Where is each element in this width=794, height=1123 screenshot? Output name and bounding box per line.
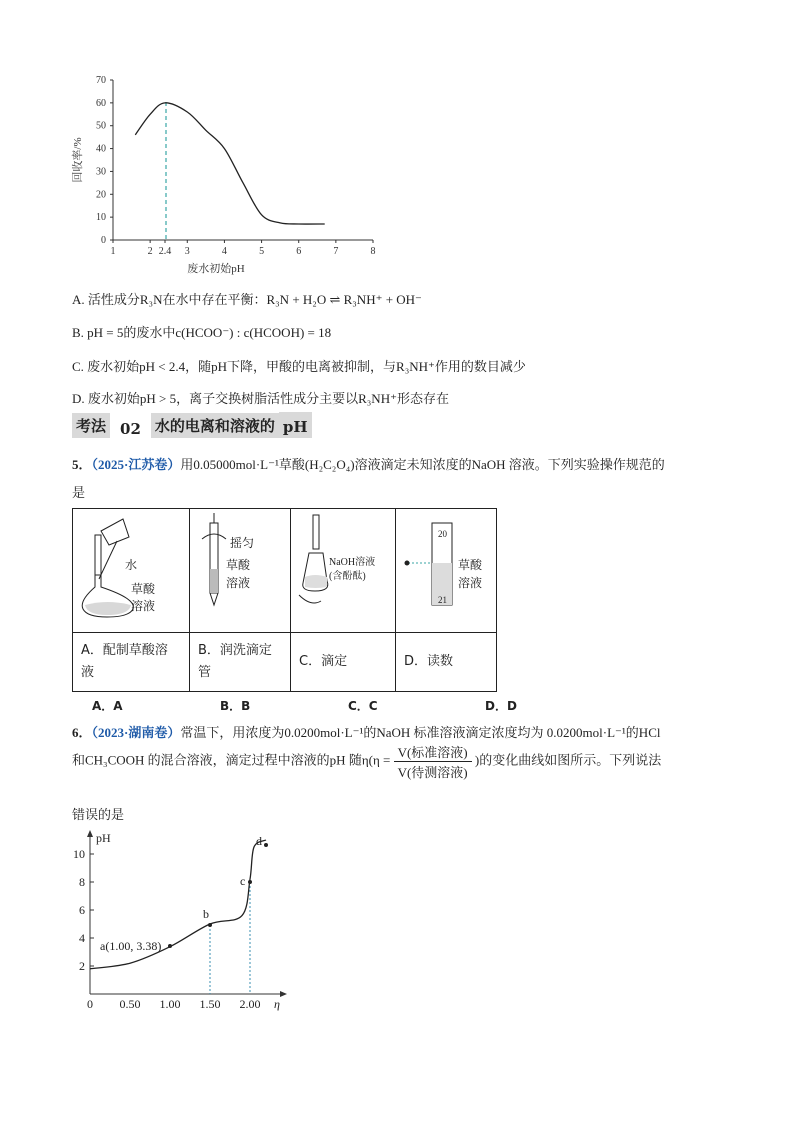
eta-fraction: $\frac{\text{V(标准溶液)}}{\text{V(待测溶液)}}$ <box>394 742 472 781</box>
svg-text:草酸: 草酸 <box>226 558 251 572</box>
svg-text:草酸: 草酸 <box>131 582 156 596</box>
caption-a: A．配制草酸溶 液 <box>73 633 190 692</box>
c2-ytick-label: 6 <box>79 903 85 917</box>
c2-xtick-label: 2.00 <box>239 997 261 1011</box>
caption-d: D．读数 <box>396 633 497 692</box>
svg-text:(含酚酞): (含酚酞) <box>329 571 366 582</box>
titration-figure <box>291 509 395 627</box>
svg-text:水: 水 <box>125 558 138 572</box>
c2-ytick-label: 8 <box>79 875 85 889</box>
c1-xtick-label: 1 <box>110 246 116 257</box>
point-a <box>168 944 172 948</box>
svg-text:20: 20 <box>438 529 447 539</box>
c2-ytick-label: 10 <box>73 847 85 861</box>
option-d[interactable]: D. 废水初始pH > 5，离子交换树脂活性成分主要以R₃NH⁺形态存在 <box>72 391 449 406</box>
c1-ytick-label: 60 <box>96 97 106 109</box>
volumetric-flask-figure <box>73 509 189 627</box>
c2-xtick-label: 1.50 <box>199 997 221 1011</box>
section-title: 水的电离和溶液的 <box>151 413 279 438</box>
point-b <box>208 923 212 927</box>
c1-xtick-label: 2 <box>147 246 153 257</box>
c1-ytick-label: 10 <box>96 212 106 224</box>
c1-ytick-label: 20 <box>96 189 106 201</box>
titration-curve-chart <box>72 828 302 1012</box>
c1-ylabel: 回收率/% <box>72 137 84 183</box>
point-c <box>248 880 252 884</box>
choice-c[interactable]: C．C <box>348 699 378 713</box>
q6-stem: 6．（2023·湖南卷）常温下，用浓度为0.0200mol·L⁻¹的NaOH 标准溶液滴定浓度均为 0.0200mol·L⁻¹的HCl <box>72 725 661 740</box>
c1-ytick-label: 50 <box>96 120 106 132</box>
choice-b[interactable]: B．B <box>220 699 251 713</box>
c1-xlabel: 废水初始pH <box>187 263 245 275</box>
svg-text:21: 21 <box>438 595 447 605</box>
option-b[interactable]: B. pH = 5的废水中c(HCOO⁻) : c(HCOOH) = 18 <box>72 325 332 340</box>
c1-xtick-label: 4 <box>221 246 227 257</box>
c1-ytick-label: 40 <box>96 143 106 155</box>
q5-stem-2: 是 <box>72 485 86 500</box>
choice-a[interactable]: A．A <box>92 699 123 713</box>
svg-text:溶液: 溶液 <box>458 576 483 590</box>
burette-reading-figure <box>396 509 496 627</box>
c1-xtick-label: 8 <box>370 246 376 257</box>
svg-text:溶液: 溶液 <box>226 576 251 590</box>
section-num: 02 <box>120 420 141 438</box>
c1-xtick-label: 5 <box>259 246 265 257</box>
option-c[interactable]: C. 废水初始pH < 2.4，随pH下降，甲酸的电离被抑制，与R₃NH⁺作用的数目减少 <box>72 359 526 374</box>
caption-b: B．润洗滴定 管 <box>190 633 291 692</box>
c2-xlabel: η <box>274 997 280 1011</box>
caption-c: C．滴定 <box>291 633 396 692</box>
q5-options-table <box>72 508 497 692</box>
q5-stem: 5．（2025·江苏卷）用0.05000mol·L⁻¹草酸(H₂C₂O₄)溶液滴定未知浓度的NaOH 溶液。下列实验操作规范的 <box>72 457 665 472</box>
q6-stem-2: 和CH₃COOH 的混合溶液，滴定过程中溶液的pH 随η(η = $\frac{\text{V(标准溶液)}}{\text{V(待测溶液)}}$ )的变化曲线如图所示。下列说法 <box>72 742 661 781</box>
point-d <box>264 843 268 847</box>
svg-text:摇匀: 摇匀 <box>230 536 255 550</box>
recovery-rate-chart <box>68 70 388 280</box>
c1-xtick-label: 6 <box>296 246 302 257</box>
c2-ytick-label: 2 <box>79 959 85 973</box>
label-b: b <box>203 907 209 921</box>
c1-ytick-label: 30 <box>96 166 106 178</box>
c2-ytick-label: 4 <box>79 931 85 945</box>
c2-xtick-label: 0.50 <box>119 997 141 1011</box>
c2-xtick-label: 0 <box>87 997 93 1011</box>
label-a: a(1.00, 3.38) <box>100 939 162 953</box>
choice-d[interactable]: D．D <box>485 699 517 713</box>
c2-xtick-label: 1.00 <box>159 997 181 1011</box>
svg-text:溶液: 溶液 <box>131 599 156 613</box>
c1-ytick-label: 0 <box>101 235 106 246</box>
c1-xtick-label: 7 <box>333 246 339 257</box>
c1-xtick-label: 3 <box>184 246 190 257</box>
option-a[interactable]: A. 活性成分R₃N在水中存在平衡：R₃N + H₂O ⇌ R₃NH⁺ + OH⁻ <box>72 292 422 307</box>
c1-ytick-label: 70 <box>96 75 106 86</box>
svg-text:草酸: 草酸 <box>458 558 483 572</box>
section-banner <box>72 412 312 438</box>
svg-text:NaOH溶液: NaOH溶液 <box>329 557 376 568</box>
recovery-curve <box>135 103 324 224</box>
label-c: c <box>240 874 246 888</box>
c2-ylabel: pH <box>96 831 111 845</box>
burette-rinse-figure <box>190 509 290 627</box>
q6-stem-3: 错误的是 <box>72 807 125 822</box>
section-title-ph: pH <box>279 412 312 438</box>
section-tag: 考法 <box>72 413 110 438</box>
label-d: d <box>256 834 262 848</box>
c1-xtick-label: 2.4 <box>158 246 172 257</box>
